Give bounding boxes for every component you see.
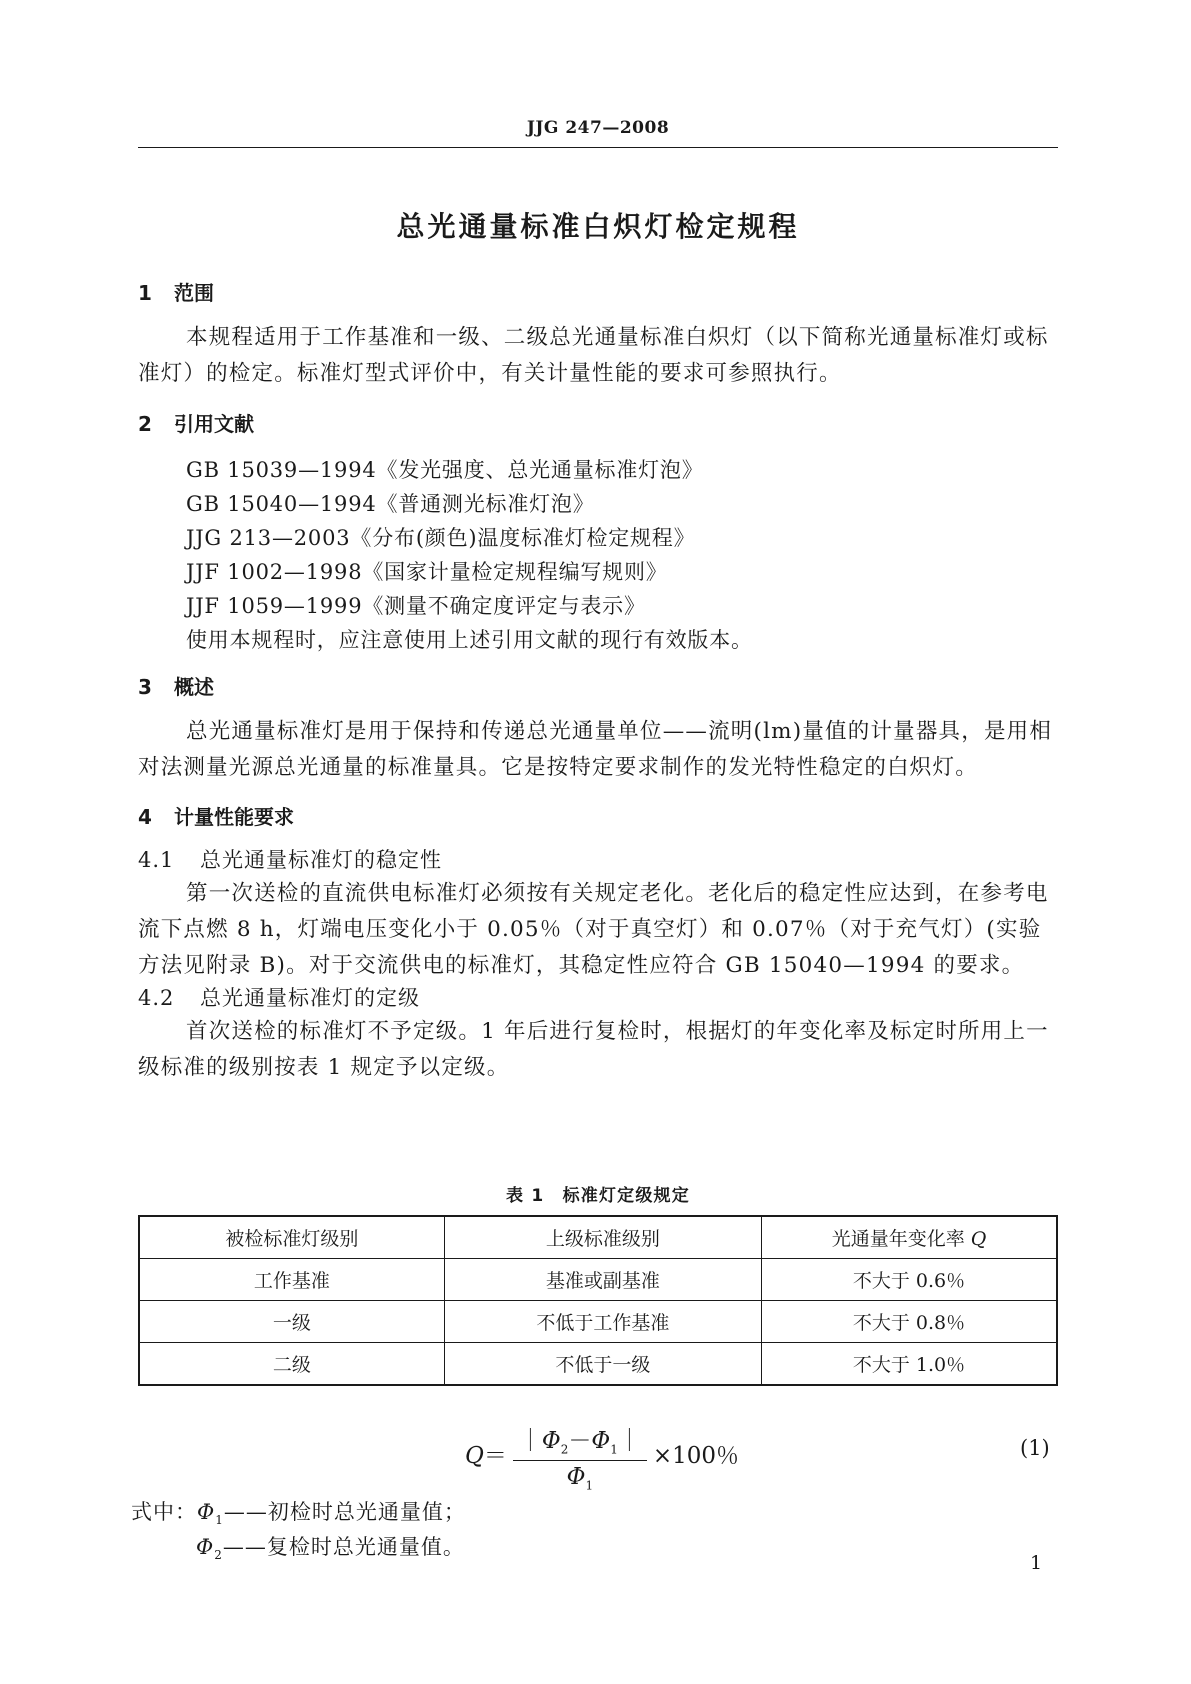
header-variable: Q xyxy=(970,1228,987,1250)
where-line-2 xyxy=(196,1531,465,1562)
table-cell: 不大于 0.8％ xyxy=(762,1301,1057,1343)
reference-item: GB 15040—1994《普通测光标准灯泡》 xyxy=(186,492,595,516)
where-label: 式中： xyxy=(131,1500,197,1524)
formula-denominator xyxy=(513,1461,647,1493)
table-caption: 表 1 标准灯定级规定 xyxy=(506,1186,690,1206)
table-header-row xyxy=(139,1216,1057,1259)
section-1-paragraph: 本规程适用于工作基准和一级、二级总光通量标准白炽灯（以下简称光通量标准灯或标准灯）的检定。标准灯型式评价中，有关计量性能的要求可参照执行。 xyxy=(138,325,1049,386)
table-row xyxy=(139,1259,1057,1301)
formula xyxy=(465,1422,739,1492)
abs-bar: ｜ xyxy=(617,1428,641,1454)
section-number: 4 xyxy=(138,805,152,829)
section-title: 范围 xyxy=(174,281,214,305)
subsection-title: 总光通量标准灯的稳定性 xyxy=(200,848,442,872)
header-text: 光通量年变化率 xyxy=(831,1228,965,1250)
section-2-heading xyxy=(138,408,254,437)
section-number: 2 xyxy=(138,412,152,436)
section-title: 引用文献 xyxy=(174,412,254,436)
equation-number: (1) xyxy=(1020,1436,1050,1460)
reference-item: JJG 213—2003《分布(颜色)温度标准灯检定规程》 xyxy=(186,526,696,550)
formula-lhs: Q xyxy=(465,1443,484,1470)
section-3-paragraph: 总光通量标准灯是用于保持和传递总光通量单位——流明(lm)量值的计量器具，是用相对法测量光源总光通量的标准量具。它是按特定要求制作的发光特性稳定的白炽灯。 xyxy=(138,719,1053,780)
subsection-title: 总光通量标准灯的定级 xyxy=(200,986,420,1010)
subscript: 1 xyxy=(215,1513,224,1528)
table-cell: 不大于 1.0％ xyxy=(762,1343,1057,1386)
phi-symbol: Φ xyxy=(566,1463,586,1490)
section-4-heading xyxy=(138,801,294,830)
subsection-number: 4.2 xyxy=(138,986,175,1010)
subsection-4-2-paragraph: 首次送检的标准灯不予定级。1 年后进行复检时，根据灯的年变化率及标定时所用上一级标准的级别按表 1 规定予以定级。 xyxy=(138,1019,1049,1080)
subscript: 1 xyxy=(585,1478,594,1493)
section-3-heading xyxy=(138,671,214,700)
phi-symbol: Φ xyxy=(591,1428,611,1454)
reference-item: JJF 1002—1998《国家计量检定规程编写规则》 xyxy=(186,560,668,584)
minus-sign: － xyxy=(568,1428,592,1454)
where-line-1 xyxy=(131,1496,466,1527)
subsection-number: 4.1 xyxy=(138,848,175,872)
where-description: ——复检时总光通量值。 xyxy=(222,1535,465,1559)
table-row xyxy=(139,1301,1057,1343)
section-number: 1 xyxy=(138,281,152,305)
table-header-cell: 被检标准灯级别 xyxy=(139,1216,444,1259)
section-title: 计量性能要求 xyxy=(174,805,294,829)
reference-note: 使用本规程时，应注意使用上述引用文献的现行有效版本。 xyxy=(186,628,753,652)
page-title: 总光通量标准白炽灯检定规程 xyxy=(396,210,800,243)
table-cell: 工作基准 xyxy=(139,1259,444,1301)
subsection-4-1-paragraph: 第一次送检的直流供电标准灯必须按有关规定老化。老化后的稳定性应达到，在参考电流下点燃 8 h，灯端电压变化小于 0.05％（对于真空灯）和 0.07％（对于充气灯）(实验方法见附录 B)。对于交流供电的标准灯，其稳定性应符合 GB 15040—1994 的要求。 xyxy=(138,881,1049,978)
table-cell: 不大于 0.6％ xyxy=(762,1259,1057,1301)
table-cell: 不低于工作基准 xyxy=(444,1301,761,1343)
subscript: 2 xyxy=(214,1548,223,1563)
header-rule xyxy=(138,147,1058,148)
section-1-heading xyxy=(138,277,214,306)
page-number: 1 xyxy=(1030,1552,1043,1574)
where-description: ——初检时总光通量值； xyxy=(223,1500,466,1524)
section-number: 3 xyxy=(138,675,152,699)
section-title: 概述 xyxy=(174,675,214,699)
table-cell: 基准或副基准 xyxy=(444,1259,761,1301)
subsection-4-1-heading xyxy=(138,842,442,878)
subsection-4-2-heading xyxy=(138,980,420,1016)
reference-item: GB 15039—1994《发光强度、总光通量标准灯泡》 xyxy=(186,458,704,482)
phi-symbol: Φ xyxy=(196,1535,215,1559)
table-cell: 一级 xyxy=(139,1301,444,1343)
table-cell: 不低于一级 xyxy=(444,1343,761,1386)
table-header-cell xyxy=(762,1216,1057,1259)
phi-symbol: Φ xyxy=(197,1500,216,1524)
table-header-cell: 上级标准级别 xyxy=(444,1216,761,1259)
table-cell: 二级 xyxy=(139,1343,444,1386)
grading-table xyxy=(138,1215,1058,1386)
phi-symbol: Φ xyxy=(541,1428,561,1454)
subscript: 1 xyxy=(610,1442,618,1457)
table-row xyxy=(139,1343,1057,1386)
running-header: JJG 247—2008 xyxy=(526,118,670,138)
formula-fraction xyxy=(513,1422,647,1492)
abs-bar: ｜ xyxy=(518,1428,542,1454)
formula-equals: ＝ xyxy=(483,1443,507,1470)
subscript: 2 xyxy=(560,1442,569,1457)
reference-item: JJF 1059—1999《测量不确定度评定与表示》 xyxy=(186,594,646,618)
formula-multiplier: ×100％ xyxy=(652,1443,740,1470)
formula-numerator xyxy=(513,1422,647,1461)
